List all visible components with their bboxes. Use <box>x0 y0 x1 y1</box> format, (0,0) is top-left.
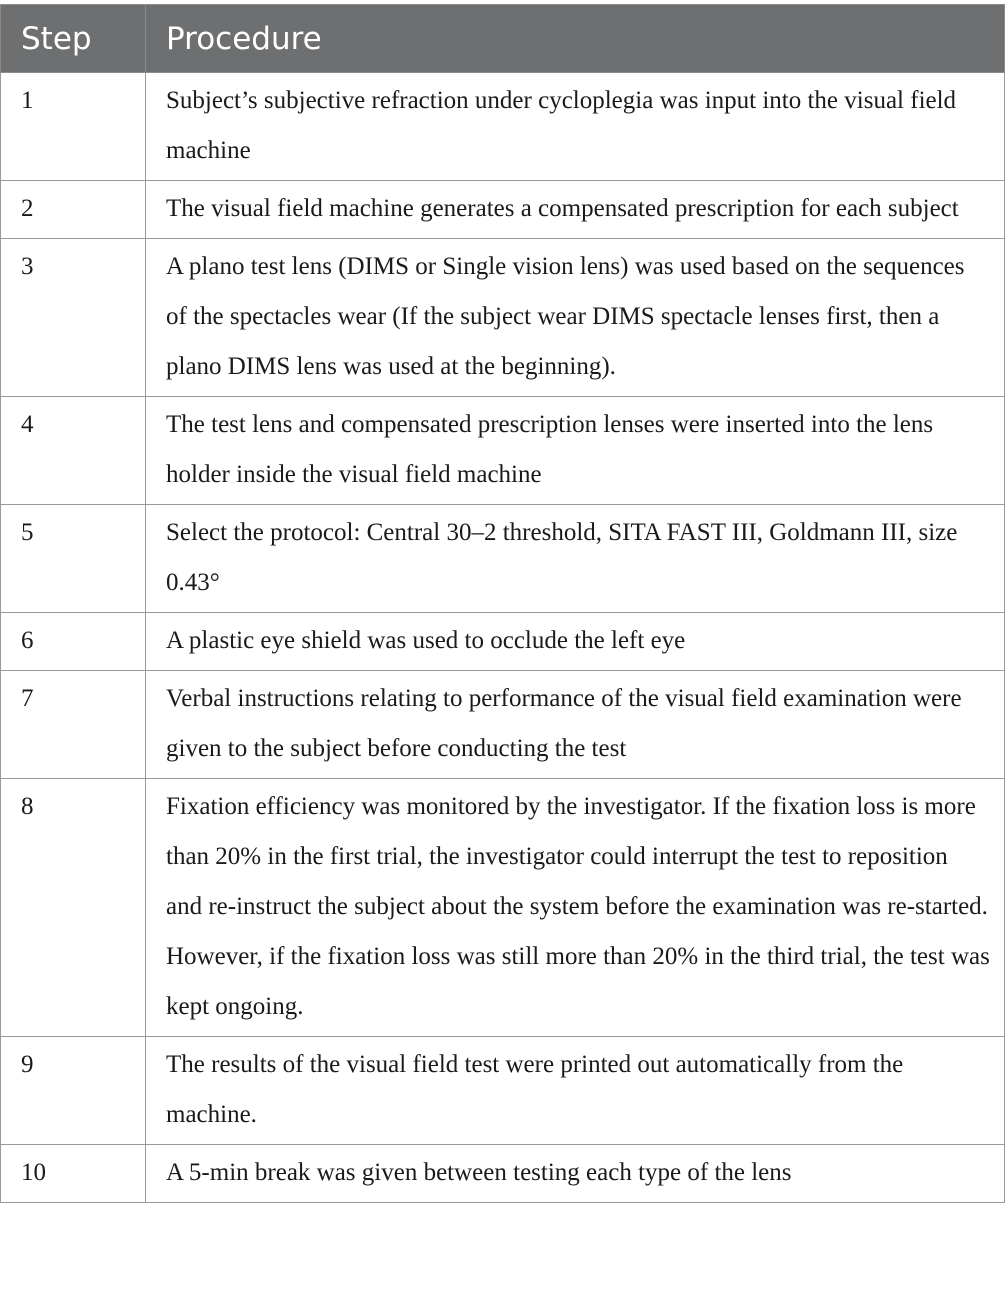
table-row <box>1 397 1005 505</box>
table-row <box>1 239 1005 397</box>
step-number: 10 <box>1 1145 146 1203</box>
table-row <box>1 671 1005 779</box>
table-row <box>1 1037 1005 1145</box>
procedure-text: A plastic eye shield was used to occlude the left eye <box>146 613 1005 671</box>
procedure-text: Select the protocol: Central 30–2 threshold, SITA FAST III, Goldmann III, size 0.43° <box>146 505 1005 613</box>
procedure-text: A 5-min break was given between testing each type of the lens <box>146 1145 1005 1203</box>
table-row <box>1 181 1005 239</box>
table-row <box>1 73 1005 181</box>
step-number: 9 <box>1 1037 146 1145</box>
procedure-text: Fixation efficiency was monitored by the investigator. If the fixation loss is more than 20% in the first trial, the investigator could interrupt the test to reposition and re-instruct the subject about the system before the examination was re-started. However, if the fixation loss was still more than 20% in the third trial, the test was kept ongoing. <box>146 779 1005 1037</box>
procedure-text: Subject’s subjective refraction under cycloplegia was input into the visual field machine <box>146 73 1005 181</box>
table-body <box>1 73 1005 1203</box>
step-number: 8 <box>1 779 146 1037</box>
header-row <box>1 5 1005 73</box>
table-header <box>1 5 1005 73</box>
step-number: 6 <box>1 613 146 671</box>
procedure-text: The results of the visual field test were printed out automatically from the machine. <box>146 1037 1005 1145</box>
table-row <box>1 505 1005 613</box>
header-procedure: Procedure <box>146 5 1005 73</box>
procedure-text: A plano test lens (DIMS or Single vision lens) was used based on the sequences of the spectacles wear (If the subject wear DIMS spectacle lenses first, then a plano DIMS lens was used at the beginning). <box>146 239 1005 397</box>
step-number: 3 <box>1 239 146 397</box>
step-number: 4 <box>1 397 146 505</box>
procedure-text: The test lens and compensated prescription lenses were inserted into the lens holder inside the visual field machine <box>146 397 1005 505</box>
step-number: 1 <box>1 73 146 181</box>
header-step: Step <box>1 5 146 73</box>
procedure-table <box>0 4 1005 1203</box>
procedure-text: Verbal instructions relating to performance of the visual field examination were given to the subject before conducting the test <box>146 671 1005 779</box>
step-number: 5 <box>1 505 146 613</box>
table-row <box>1 1145 1005 1203</box>
procedure-text: The visual field machine generates a compensated prescription for each subject <box>146 181 1005 239</box>
step-number: 2 <box>1 181 146 239</box>
table-row <box>1 613 1005 671</box>
step-number: 7 <box>1 671 146 779</box>
table-row <box>1 779 1005 1037</box>
